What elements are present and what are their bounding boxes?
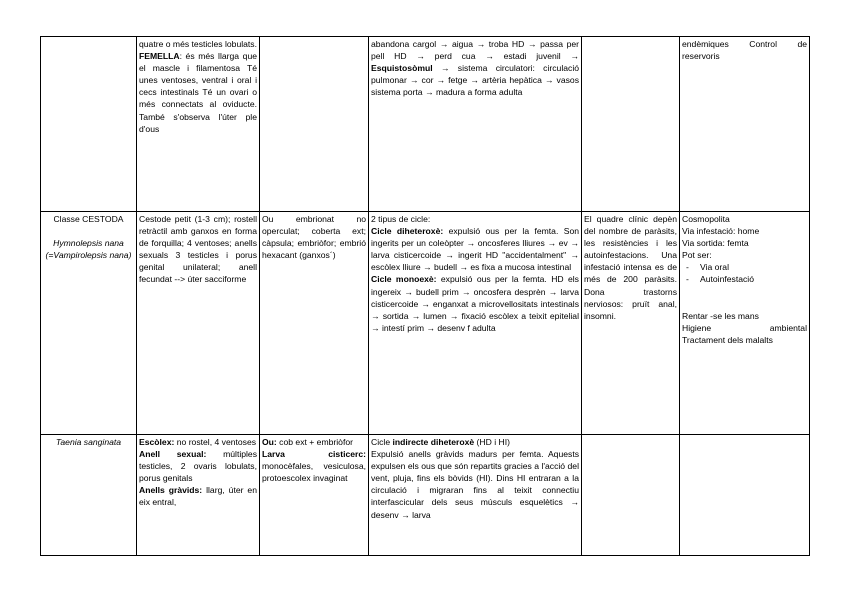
sexual-segment-text: múltiples testicles, 2 ovaris lobulats, porus genitals — [139, 449, 257, 484]
cell-group — [41, 435, 137, 556]
cycle2-text: expulsió ous per la femta. HD els ingereix → budell prim → oncosfera desprèn → larva cisticercoide → enganxat a microvellositats intestinals → sortida → lumen → fixació escòlex a teixit epitelial → intestí prim → desenv f adulta — [371, 274, 579, 333]
species-alt-name: (=Vampirolepsis nana) — [45, 250, 132, 261]
cell-epidemiology — [680, 435, 810, 556]
cell-group — [41, 212, 137, 435]
epi-line: Cosmopolita — [682, 214, 730, 224]
epi-line: Pot ser: — [682, 250, 712, 261]
cell-morphology — [137, 37, 260, 212]
cell-group — [41, 37, 137, 212]
species-name: Taenia sanginata — [55, 437, 122, 447]
cell-egg-larva — [260, 37, 369, 212]
cycle-text: Expulsió anells gràvids madurs per femta. Aquests expulsen els ous que són repartits gracies a l'acció del vent, pluja, fins els bòvids (HI). Dins HI entraran a la circulació i migraran fins al teixit connectiu interfascicular dels seus músculs esquelètics → desenv → larva — [371, 449, 579, 520]
cell-cycle — [369, 212, 582, 435]
cell-egg-larva — [260, 435, 369, 556]
cell-morphology — [137, 212, 260, 435]
egg-text: Ou embrionat no operculat; coberta ext; càpsula; embriòfor; embrió hexacant (ganxos´) — [262, 214, 366, 261]
cycle-type-label: indirecte diheteroxè — [392, 437, 475, 447]
cycle-intro: Cicle — [371, 437, 393, 447]
table-row — [41, 37, 810, 212]
epi-line: Tractament dels malalts — [682, 334, 773, 345]
parasite-table — [40, 36, 810, 556]
clinic-text: El quadre clínic depèn del nombre de paràsits, les resistències i les autoinfestacions. Una infestació intensa es de més de 200 paràsits. Dona trastorns nerviosos: pruït anal, insomni. — [584, 214, 677, 321]
cell-epidemiology — [680, 37, 810, 212]
female-text: : és més llarga que el mascle i filamentosa Té unes ventoses, ventral i oral i cecs intestinals Té un ovari o més connectats al oviducte. També s'observa l'úter ple d'ous — [139, 51, 257, 134]
larva-label: Larva cisticerc: — [262, 449, 366, 460]
egg-text: cob ext + embriòfor — [276, 437, 353, 447]
epi-bullet: - Via oral — [682, 261, 807, 273]
cycle-intro: 2 tipus de cicle: — [371, 214, 431, 224]
table-row — [41, 212, 810, 435]
morphology-intro: quatre o més testicles lobulats. — [139, 39, 257, 49]
epidemiology-text: endèmiques Control de reservoris — [682, 39, 807, 62]
sexual-segment-label: Anell sexual: — [139, 449, 207, 460]
gravid-segment-label: Anells gràvids: — [139, 485, 203, 496]
epi-bullet: - Autoinfestació — [682, 273, 807, 285]
gravid-segment-text: llarg, úter en eix entral, — [139, 485, 257, 508]
cell-morphology — [137, 435, 260, 556]
cell-epidemiology — [680, 212, 810, 435]
female-label: FEMELLA — [139, 51, 180, 62]
epi-line: Via sortida: femta — [682, 238, 749, 249]
cycle-hosts: (HD i HI) — [474, 437, 510, 447]
scolex-text: no rostel, 4 ventoses — [174, 437, 257, 447]
larva-text: monocèfales, vesiculosa, protoescolex invaginat — [262, 461, 366, 484]
cell-clinic — [582, 435, 680, 556]
cycle-text: abandona cargol → aigua → troba HD → passa per pell HD → perd cua → estadi juvenil → — [371, 39, 579, 62]
epi-line: Rentar -se les mans — [682, 310, 759, 321]
epi-line: Via infestació: home — [682, 226, 760, 237]
schistosomulum-label: Esquistosòmul → — [371, 63, 450, 74]
cell-clinic — [582, 212, 680, 435]
scolex-label: Escòlex: — [139, 437, 175, 447]
cell-cycle — [369, 435, 582, 556]
epi-line: Higiene ambiental — [682, 322, 807, 333]
cell-egg-larva — [260, 212, 369, 435]
cycle2-label: Cicle monoexè: — [371, 274, 437, 285]
cell-clinic — [582, 37, 680, 212]
cycle1-label: Cicle diheteroxè: — [371, 226, 444, 237]
cycle1-text: expulsió ous per la femta. Son ingerits per un coleòpter → oncosferes lliures → ev → larva cisticercoide → ingerit HD "accidentalment" → escòlex lliure → budell → es fixa a mucosa intestinal — [371, 226, 579, 273]
class-name: Classe CESTODA — [53, 214, 124, 224]
table-row — [41, 435, 810, 556]
cycle-text-cont: sistema circulatori: circulació pulmonar → cor → fetge → artèria hepàtica → vasos sistema porta → madura a forma adulta — [371, 63, 580, 98]
egg-label: Ou: — [262, 437, 277, 447]
cell-cycle — [369, 37, 582, 212]
morphology-text: Cestode petit (1-3 cm); rostell retràctil amb ganxos en forma de forquilla; 4 ventoses; anells sexuals 3 testicles i porus genital unilateral; anell fecundat --> úter sacciforme — [139, 214, 257, 285]
species-name: Hymnolepsis nana — [53, 238, 124, 249]
